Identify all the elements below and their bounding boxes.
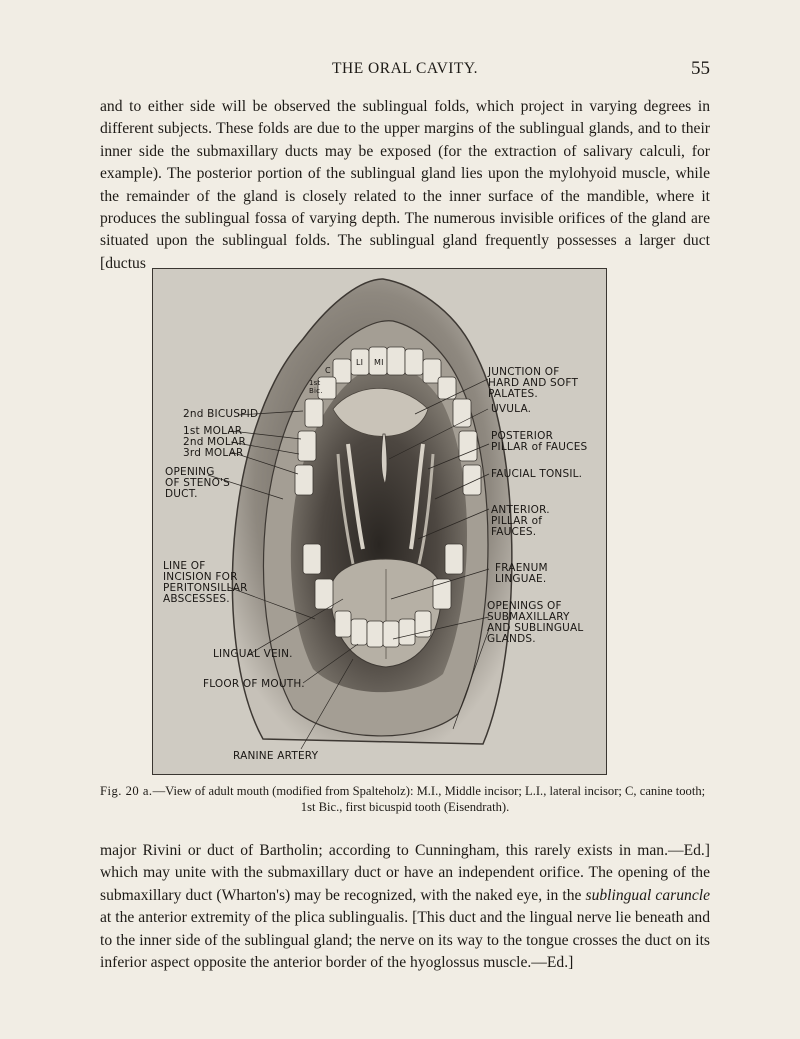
running-title: THE ORAL CAVITY.: [332, 60, 478, 77]
bottom-paragraph-part-1: major Rivini or duct of Bartholin; according to Cunningham, this rarely exists in man.—Ed.] which may unite with the submaxillary duct or have an independent orifice. The opening of the submaxillary duct (Wharton's) may be recognized, with the naked eye, in the: [100, 842, 710, 904]
label-gland-openings: OPENINGS OF SUBMAXILLARY AND SUBLINGUAL GLANDS.: [487, 600, 584, 645]
caption-line-2: 1st Bic., first bicuspid tooth (Eisendrath).: [300, 800, 510, 814]
label-3rd-molar: 3rd MOLAR: [183, 447, 244, 459]
top-paragraph: and to either side will be observed the sublingual folds, which project in varying degrees in different subjects. These folds are due to the upper margins of the sublingual glands, and to their inner side the submaxillary ducts may be exposed (for the extraction of salivary calculi, for example). The posterior portion of the sublingual gland lies upon the mylohyoid muscle, while the remainder of the gland is closely related to the inner surface of the mandible, where it produces the sublingual fossa of varying depth. The numerous invisible orifices of the gland are situated upon the sublingual folds. The sublingual gland frequently possesses a larger duct [ductus: [100, 98, 710, 272]
label-tooth-c: C: [325, 366, 331, 375]
bottom-paragraph: [100, 840, 710, 974]
label-incision-line: LINE OF INCISION FOR PERITONSILLAR ABSCESSES.: [163, 560, 248, 605]
label-junction-of-palates: JUNCTION OF HARD AND SOFT PALATES.: [488, 366, 579, 400]
label-lingual-vein: LINGUAL VEIN.: [213, 648, 293, 660]
label-faucial-tonsil: FAUCIAL TONSIL.: [491, 468, 583, 480]
label-ranine-artery: RANINE ARTERY: [233, 750, 319, 762]
label-2nd-molar: 2nd MOLAR: [183, 436, 247, 448]
label-tooth-1st-bic: 1st Bic.: [309, 379, 323, 395]
label-fraenum-linguae: FRAENUM LINGUAE.: [495, 562, 548, 585]
label-posterior-pillar: POSTERIOR PILLAR of FAUCES: [491, 430, 588, 453]
caption-line-1: —View of adult mouth (modified from Spalteholz): M.I., Middle incisor; L.I., lateral incisor; C, canine tooth;: [152, 784, 706, 798]
bottom-paragraph-part-2: at the anterior extremity of the plica sublingualis. [This duct and the lingual nerve lie beneath and to the inner side of the sublingual gland; the nerve on its way to the tongue crosses the duct on its inferior aspect opposite the anterior border of the hyoglossus muscle.—Ed.]: [100, 909, 710, 972]
label-tooth-li: LI: [356, 358, 364, 367]
label-tooth-mi: MI: [374, 358, 384, 367]
mouth-illustration: [152, 268, 607, 775]
label-1st-molar: 1st MOLAR: [183, 425, 243, 437]
bottom-paragraph-emphasis: sublingual caruncle: [585, 886, 710, 904]
page-number: 55: [691, 58, 710, 79]
label-2nd-bicuspid: 2nd BICUSPID: [183, 408, 259, 420]
label-anterior-pillar: ANTERIOR. PILLAR of FAUCES.: [491, 504, 550, 538]
label-floor-of-mouth: FLOOR OF MOUTH.: [203, 678, 305, 690]
label-uvula: UVULA.: [491, 403, 532, 415]
caption-fig-label: Fig. 20 a.: [100, 784, 153, 798]
figure-caption: [100, 783, 710, 815]
label-stenos-duct: OPENING OF STENO'S DUCT.: [165, 466, 231, 500]
running-head: [100, 60, 710, 84]
